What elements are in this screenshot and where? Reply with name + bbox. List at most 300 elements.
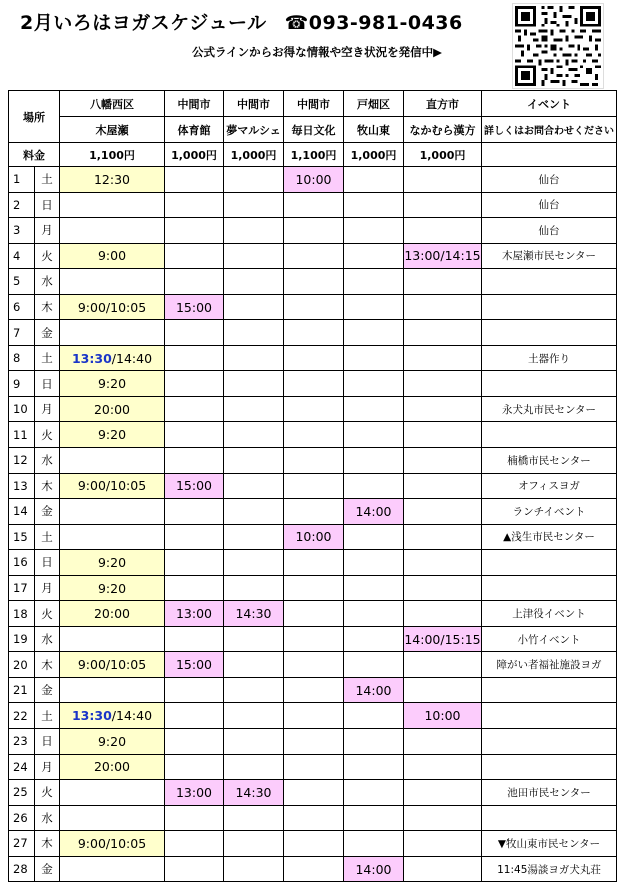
empty-slot [224, 754, 284, 780]
empty-slot [344, 192, 404, 218]
event-cell: 永犬丸市民センター [482, 396, 617, 422]
empty-slot [165, 524, 224, 550]
day-row [9, 729, 617, 755]
event-cell [482, 550, 617, 576]
event-cell: 仙台 [482, 192, 617, 218]
empty-slot [165, 218, 224, 244]
empty-slot [165, 626, 224, 652]
empty-slot [224, 371, 284, 397]
event-cell [482, 269, 617, 295]
empty-slot [404, 677, 482, 703]
day-row [9, 652, 617, 678]
empty-slot [224, 243, 284, 269]
day-number: 10 [9, 396, 35, 422]
weekday: 金 [35, 499, 60, 525]
empty-slot [165, 345, 224, 371]
event-cell: 仙台 [482, 218, 617, 244]
empty-slot [165, 677, 224, 703]
empty-slot [60, 192, 165, 218]
day-row [9, 499, 617, 525]
day-row [9, 575, 617, 601]
empty-slot [344, 320, 404, 346]
class-slot[interactable]: 12:30 [60, 167, 165, 193]
highlight-time: 13:30 [71, 350, 112, 366]
weekday: 月 [35, 754, 60, 780]
empty-slot [404, 524, 482, 550]
fee-row [9, 143, 617, 167]
empty-slot [60, 780, 165, 806]
class-slot[interactable]: 13:00/14:15 [404, 243, 482, 269]
event-cell [482, 371, 617, 397]
weekday: 水 [35, 269, 60, 295]
class-slot[interactable]: 9:20 [60, 729, 165, 755]
empty-slot [404, 371, 482, 397]
class-slot[interactable]: 15:00 [165, 652, 224, 678]
empty-slot [344, 652, 404, 678]
fee-value: 1,100円 [60, 143, 165, 167]
venue-header: 木屋瀬 [60, 117, 165, 143]
empty-slot [224, 703, 284, 729]
day-row [9, 192, 617, 218]
day-number: 26 [9, 805, 35, 831]
event-cell [482, 703, 617, 729]
day-row [9, 831, 617, 857]
class-slot[interactable]: 15:00 [165, 473, 224, 499]
empty-slot [344, 422, 404, 448]
class-slot[interactable]: 9:20 [60, 575, 165, 601]
weekday: 日 [35, 729, 60, 755]
empty-slot [344, 269, 404, 295]
empty-slot [165, 371, 224, 397]
empty-slot [344, 780, 404, 806]
weekday: 土 [35, 524, 60, 550]
area-header: 戸畑区 [344, 91, 404, 117]
empty-slot [165, 729, 224, 755]
day-number: 4 [9, 243, 35, 269]
empty-slot [165, 703, 224, 729]
empty-slot [224, 677, 284, 703]
class-slot[interactable]: 9:00/10:05 [60, 294, 165, 320]
empty-slot [284, 626, 344, 652]
empty-slot [404, 345, 482, 371]
class-slot[interactable]: 13:00 [165, 780, 224, 806]
weekday: 金 [35, 677, 60, 703]
day-number: 21 [9, 677, 35, 703]
empty-slot [224, 626, 284, 652]
area-header: 直方市 [404, 91, 482, 117]
schedule-table [8, 90, 617, 882]
venue-header: 夢マルシェ [224, 117, 284, 143]
fee-value: 1,100円 [284, 143, 344, 167]
event-cell: ランチイベント [482, 499, 617, 525]
class-slot[interactable]: 13:00 [165, 601, 224, 627]
class-slot[interactable]: 9:20 [60, 371, 165, 397]
empty-slot [404, 754, 482, 780]
empty-slot [344, 218, 404, 244]
empty-slot [404, 652, 482, 678]
empty-slot [404, 550, 482, 576]
class-slot[interactable]: 14:00 [344, 677, 404, 703]
day-number: 19 [9, 626, 35, 652]
empty-slot [284, 856, 344, 882]
weekday: 月 [35, 396, 60, 422]
day-number: 9 [9, 371, 35, 397]
empty-slot [224, 218, 284, 244]
weekday: 土 [35, 345, 60, 371]
weekday: 木 [35, 831, 60, 857]
day-row [9, 601, 617, 627]
empty-slot [224, 294, 284, 320]
weekday: 木 [35, 294, 60, 320]
class-slot[interactable]: 10:00 [404, 703, 482, 729]
day-number: 22 [9, 703, 35, 729]
empty-slot [224, 652, 284, 678]
empty-slot [284, 473, 344, 499]
day-row [9, 345, 617, 371]
empty-slot [344, 805, 404, 831]
weekday: 木 [35, 652, 60, 678]
day-number: 6 [9, 294, 35, 320]
empty-slot [60, 856, 165, 882]
day-row [9, 167, 617, 193]
line-promo-text: 公式ラインからお得な情報や空き状況を発信中▶ [192, 45, 442, 59]
event-cell: 仙台 [482, 167, 617, 193]
empty-slot [404, 499, 482, 525]
weekday: 日 [35, 371, 60, 397]
event-cell [482, 422, 617, 448]
event-cell [482, 294, 617, 320]
page-title [20, 8, 463, 35]
empty-slot [404, 473, 482, 499]
empty-slot [60, 448, 165, 474]
empty-slot [284, 192, 344, 218]
class-slot[interactable]: 14:30 [224, 601, 284, 627]
empty-slot [344, 831, 404, 857]
day-row [9, 703, 617, 729]
weekday: 月 [35, 575, 60, 601]
empty-slot [404, 192, 482, 218]
weekday: 日 [35, 550, 60, 576]
empty-slot [224, 805, 284, 831]
event-cell: ▼牧山東市民センター [482, 831, 617, 857]
empty-slot [224, 345, 284, 371]
empty-slot [284, 243, 344, 269]
event-cell [482, 805, 617, 831]
empty-slot [165, 320, 224, 346]
empty-slot [60, 499, 165, 525]
event-note-header: 詳しくはお問合わせください [482, 117, 617, 143]
weekday: 土 [35, 167, 60, 193]
empty-slot [344, 345, 404, 371]
day-number: 28 [9, 856, 35, 882]
empty-slot [284, 652, 344, 678]
empty-slot [165, 575, 224, 601]
empty-slot [404, 218, 482, 244]
second-time: /14:40 [111, 350, 153, 366]
event-cell [482, 677, 617, 703]
empty-slot [344, 729, 404, 755]
empty-slot [165, 422, 224, 448]
empty-slot [284, 703, 344, 729]
empty-slot [284, 371, 344, 397]
highlight-time: 13:30 [71, 708, 112, 724]
empty-slot [165, 805, 224, 831]
empty-slot [224, 167, 284, 193]
qr-code-icon[interactable] [513, 4, 603, 88]
empty-slot [284, 575, 344, 601]
empty-slot [165, 831, 224, 857]
venue-header: 体育館 [165, 117, 224, 143]
day-row [9, 550, 617, 576]
class-slot[interactable]: 9:00/10:05 [60, 473, 165, 499]
empty-slot [224, 524, 284, 550]
empty-slot [404, 831, 482, 857]
empty-slot [165, 269, 224, 295]
empty-slot [404, 805, 482, 831]
empty-slot [344, 243, 404, 269]
day-row [9, 371, 617, 397]
class-slot[interactable]: 14:00/15:15 [404, 626, 482, 652]
event-cell [482, 729, 617, 755]
empty-slot [165, 192, 224, 218]
weekday: 火 [35, 422, 60, 448]
day-row [9, 856, 617, 882]
day-row [9, 754, 617, 780]
empty-slot [224, 473, 284, 499]
empty-slot [224, 856, 284, 882]
event-cell: 池田市民センター [482, 780, 617, 806]
day-row [9, 218, 617, 244]
empty-slot [404, 422, 482, 448]
day-number: 2 [9, 192, 35, 218]
empty-slot [284, 831, 344, 857]
day-row [9, 524, 617, 550]
day-number: 12 [9, 448, 35, 474]
empty-slot [284, 754, 344, 780]
empty-slot [284, 218, 344, 244]
day-row [9, 243, 617, 269]
empty-slot [284, 448, 344, 474]
weekday: 火 [35, 243, 60, 269]
empty-slot [284, 677, 344, 703]
day-row [9, 626, 617, 652]
day-number: 11 [9, 422, 35, 448]
day-number: 13 [9, 473, 35, 499]
weekday: 土 [35, 703, 60, 729]
day-row [9, 780, 617, 806]
fee-label: 料金 [9, 143, 60, 167]
class-slot[interactable]: 20:00 [60, 754, 165, 780]
class-slot[interactable] [60, 345, 165, 371]
class-slot[interactable]: 10:00 [284, 524, 344, 550]
empty-slot [224, 192, 284, 218]
class-slot[interactable]: 9:00/10:05 [60, 652, 165, 678]
weekday: 火 [35, 780, 60, 806]
day-number: 15 [9, 524, 35, 550]
empty-slot [60, 805, 165, 831]
class-slot[interactable]: 9:00 [60, 243, 165, 269]
empty-slot [224, 575, 284, 601]
empty-slot [224, 448, 284, 474]
empty-slot [404, 167, 482, 193]
empty-slot [284, 805, 344, 831]
venue-header: 毎日文化 [284, 117, 344, 143]
class-slot[interactable]: 20:00 [60, 396, 165, 422]
area-header-row [9, 91, 617, 117]
day-row [9, 805, 617, 831]
second-time: /14:40 [111, 708, 153, 724]
phone-number[interactable]: ☎093-981-0436 [284, 12, 463, 34]
day-number: 7 [9, 320, 35, 346]
empty-slot [165, 396, 224, 422]
empty-slot [344, 550, 404, 576]
empty-slot [404, 856, 482, 882]
day-number: 23 [9, 729, 35, 755]
empty-slot [165, 448, 224, 474]
event-cell: 小竹イベント [482, 626, 617, 652]
empty-slot [404, 269, 482, 295]
day-number: 20 [9, 652, 35, 678]
class-slot[interactable]: 14:00 [344, 499, 404, 525]
class-slot[interactable]: 9:00/10:05 [60, 831, 165, 857]
empty-slot [284, 729, 344, 755]
class-slot[interactable] [60, 703, 165, 729]
empty-slot [344, 167, 404, 193]
empty-slot [344, 371, 404, 397]
event-cell: 楠橋市民センター [482, 448, 617, 474]
empty-slot [60, 320, 165, 346]
day-number: 17 [9, 575, 35, 601]
empty-slot [344, 524, 404, 550]
empty-slot [165, 167, 224, 193]
weekday: 日 [35, 192, 60, 218]
empty-slot [165, 856, 224, 882]
day-number: 24 [9, 754, 35, 780]
fee-value: 1,000円 [344, 143, 404, 167]
empty-slot [165, 754, 224, 780]
empty-slot [344, 294, 404, 320]
day-number: 3 [9, 218, 35, 244]
empty-slot [404, 780, 482, 806]
empty-slot [284, 294, 344, 320]
day-number: 27 [9, 831, 35, 857]
empty-slot [344, 448, 404, 474]
day-row [9, 677, 617, 703]
venue-header: 牧山東 [344, 117, 404, 143]
day-number: 25 [9, 780, 35, 806]
empty-slot [344, 396, 404, 422]
day-row [9, 269, 617, 295]
event-cell: ▲浅生市民センター [482, 524, 617, 550]
empty-slot [404, 294, 482, 320]
empty-slot [224, 422, 284, 448]
empty-slot [404, 575, 482, 601]
event-cell [482, 754, 617, 780]
empty-slot [165, 550, 224, 576]
event-cell [482, 575, 617, 601]
empty-slot [224, 320, 284, 346]
empty-slot [284, 396, 344, 422]
class-slot[interactable]: 9:20 [60, 422, 165, 448]
day-number: 14 [9, 499, 35, 525]
empty-slot [60, 626, 165, 652]
empty-slot [224, 550, 284, 576]
empty-slot [404, 729, 482, 755]
class-slot[interactable]: 9:20 [60, 550, 165, 576]
empty-slot [344, 754, 404, 780]
day-row [9, 448, 617, 474]
empty-slot [284, 345, 344, 371]
empty-slot [60, 524, 165, 550]
empty-slot [284, 499, 344, 525]
event-cell: 11:45湯談ヨガ犬丸荘 [482, 856, 617, 882]
day-row [9, 294, 617, 320]
empty-slot [284, 269, 344, 295]
empty-slot [344, 601, 404, 627]
day-number: 18 [9, 601, 35, 627]
title-text: 2月いろはヨガスケジュール [20, 12, 267, 34]
day-number: 8 [9, 345, 35, 371]
empty-slot [284, 780, 344, 806]
class-slot[interactable]: 10:00 [284, 167, 344, 193]
day-number: 5 [9, 269, 35, 295]
day-row [9, 396, 617, 422]
empty-slot [344, 473, 404, 499]
day-row [9, 473, 617, 499]
class-slot[interactable]: 14:30 [224, 780, 284, 806]
place-label: 場所 [9, 91, 60, 143]
empty-slot [344, 703, 404, 729]
empty-slot [224, 729, 284, 755]
empty-slot [404, 448, 482, 474]
empty-slot [224, 269, 284, 295]
area-header: 中間市 [165, 91, 224, 117]
weekday: 木 [35, 473, 60, 499]
weekday: 水 [35, 805, 60, 831]
weekday: 金 [35, 320, 60, 346]
area-header: 中間市 [224, 91, 284, 117]
fee-value: 1,000円 [224, 143, 284, 167]
empty-slot [284, 601, 344, 627]
empty-slot [344, 575, 404, 601]
empty-slot [60, 269, 165, 295]
event-header: イベント [482, 91, 617, 117]
day-row [9, 422, 617, 448]
weekday: 火 [35, 601, 60, 627]
venue-header-row [9, 117, 617, 143]
empty-slot [404, 601, 482, 627]
event-cell: 障がい者福祉施設ヨガ [482, 652, 617, 678]
event-cell: 上津役イベント [482, 601, 617, 627]
fee-value: 1,000円 [404, 143, 482, 167]
class-slot[interactable]: 15:00 [165, 294, 224, 320]
empty-slot [60, 677, 165, 703]
day-row [9, 320, 617, 346]
class-slot[interactable]: 14:00 [344, 856, 404, 882]
empty-slot [224, 499, 284, 525]
empty-slot [165, 243, 224, 269]
empty-slot [404, 396, 482, 422]
empty-slot [284, 320, 344, 346]
empty-slot [224, 831, 284, 857]
area-header: 八幡西区 [60, 91, 165, 117]
class-slot[interactable]: 20:00 [60, 601, 165, 627]
empty-slot [404, 320, 482, 346]
day-number: 16 [9, 550, 35, 576]
fee-value: 1,000円 [165, 143, 224, 167]
area-header: 中間市 [284, 91, 344, 117]
empty-slot [60, 218, 165, 244]
